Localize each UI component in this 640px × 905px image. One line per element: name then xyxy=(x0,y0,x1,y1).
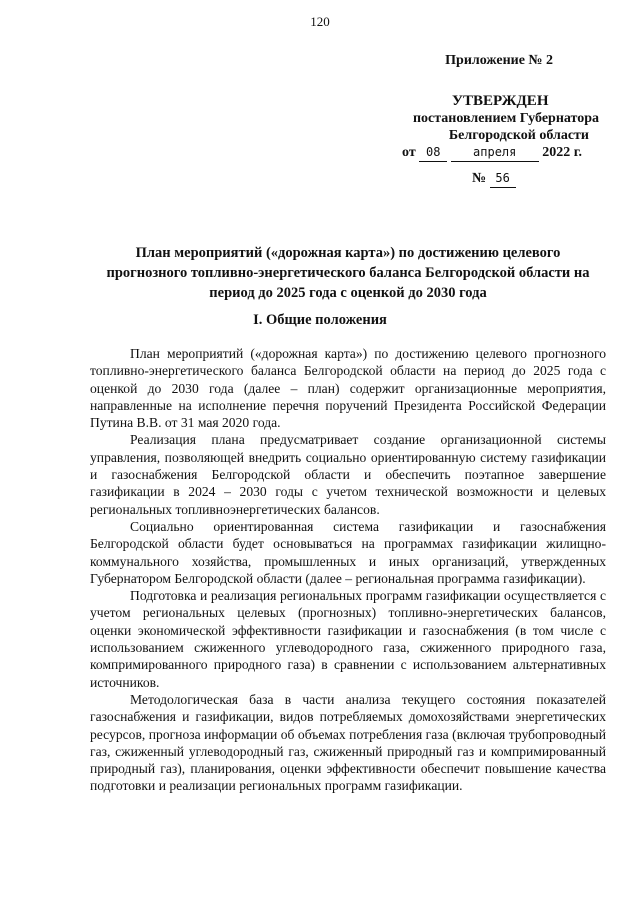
date-prefix: от xyxy=(402,145,416,160)
paragraph: Реализация плана предусматривает создание организационной системы управления, позволяющей внедрить социально ориентированную систему газификации и газоснабжения Белгородской области и обеспечить поэтапное завершение газификации в 2024 – 2030 годы с учетом технической возможности и целевых региональных топливноэнергетических балансов. xyxy=(90,432,606,517)
paragraph: Подготовка и реализация региональных программ газификации осуществляется с учетом региональных целевых (прогнозных) топливно-энергетических балансов, оценки экономической эффективности газификации и газоснабжения (в том числе с использованием сжиженного углеводородного газа, сжиженного природного газа, компримированного природного газа) в сравнении с использованием альтернативных источников. xyxy=(90,588,606,690)
approved-region: Белгородской области xyxy=(448,128,589,143)
paragraph: Социально ориентированная система газификации и газоснабжения Белгородской области будет основываться на программах газификации жилищно-коммунального хозяйства, промышленных и иных организаций, утвержденных Губернатором Белгородской области (далее – региональная программа газификации). xyxy=(90,518,606,586)
paragraph: План мероприятий («дорожная карта») по достижению целевого прогнозного топливно-энергетического баланса Белгородской области на период до 2025 года с оценкой до 2030 года (далее – план) содержит организационные мероприятия, направленные на исполнение перечня поручений Президента Российской Федерации Путина В.В. от 31 мая 2020 года. xyxy=(90,346,606,431)
approval-month: апреля xyxy=(451,144,539,162)
document-body xyxy=(90,345,606,795)
approved-by-decree: постановлением Губернатора xyxy=(412,111,599,126)
appendix-label: Приложение № 2 xyxy=(445,53,553,68)
number-label: № xyxy=(472,171,487,186)
approval-date-line xyxy=(380,144,605,162)
approval-block xyxy=(380,52,605,188)
document-title: План мероприятий («дорожная карта») по достижению целевого прогнозного топливно-энергетического баланса Белгородской области на период до 2025 года с оценкой до 2030 года xyxy=(106,245,590,301)
section-title: I. Общие положения xyxy=(253,312,387,328)
approval-day: 08 xyxy=(419,144,447,162)
approved-heading: УТВЕРЖДЕН xyxy=(452,93,549,109)
approval-number: 56 xyxy=(490,170,516,188)
approval-number-line xyxy=(380,170,605,188)
approval-year: 2022 г. xyxy=(542,145,582,160)
page-number: 120 xyxy=(310,14,330,29)
paragraph: Методологическая база в части анализа текущего состояния показателей газоснабжения и газификации, видов потребляемых домохозяйствами энергетических ресурсов, прогноза информации об объемах потребления газа (включая трубопроводный газ, сжиженный углеводородный газ, сжиженный природный газ и компримированный природный газ), планирования, оценки эффективности обеспечит повышение качества подготовки и реализации региональных программ газификации. xyxy=(90,691,606,794)
